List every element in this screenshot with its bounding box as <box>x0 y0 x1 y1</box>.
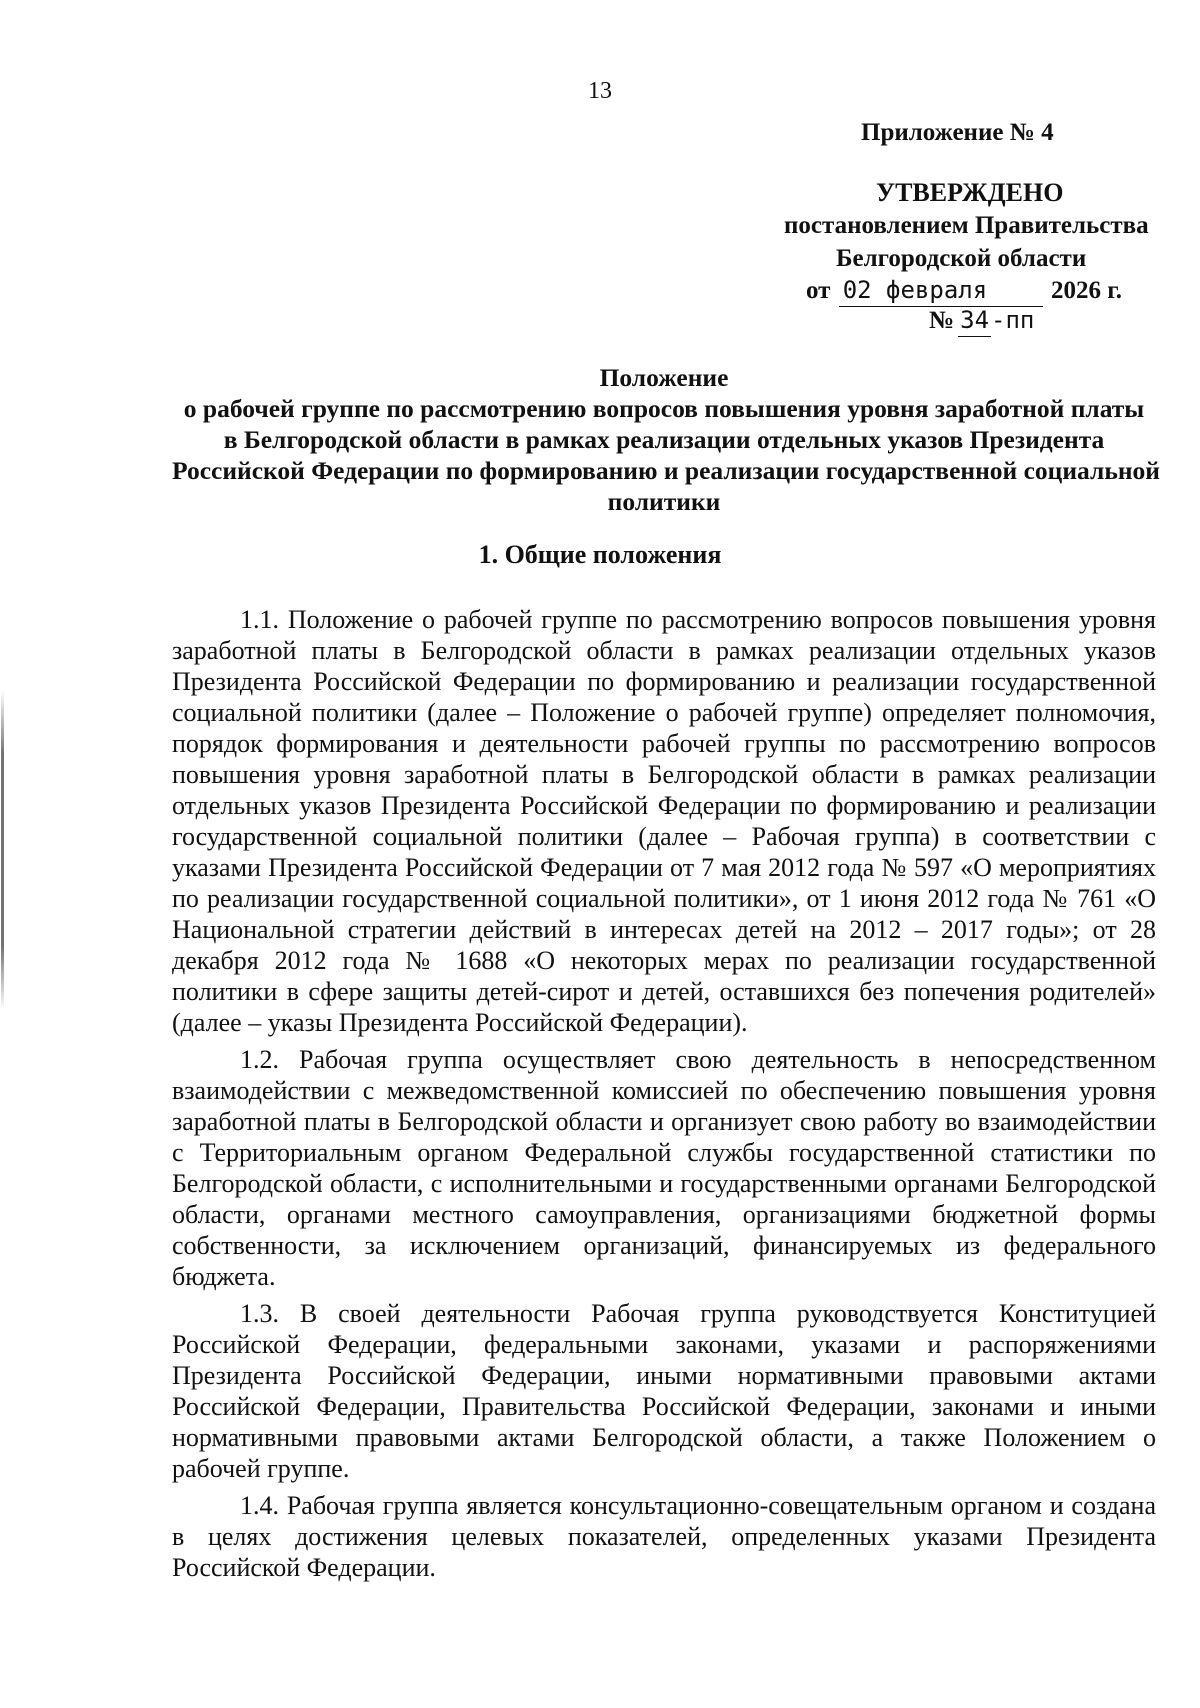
approval-date-line <box>806 274 1122 307</box>
paragraph-1-3: 1.3. В своей деятельности Рабочая группа руководствуется Конституцией Российской Федерации, федеральными законами, указами и распоряжениями Президента Российской Федерации, иными нормативными правовыми актами Российской Федерации, Правительства Российской Федерации, законами и иными нормативными правовыми актами Белгородской области, а также Положением о рабочей группе. <box>172 1299 1156 1483</box>
appendix-label: Приложение № 4 <box>861 119 1054 146</box>
number-suffix: -пп <box>991 306 1035 334</box>
resolution-label: постановлением Правительства <box>784 212 1149 239</box>
section-heading: 1. Общие положения <box>478 540 722 569</box>
title-line-5: политики <box>607 487 721 516</box>
page-number: 13 <box>588 78 612 104</box>
title-line-3: в Белгородской области в рамках реализации отдельных указов Президента <box>223 425 1105 454</box>
title-line-4: Российской Федерации по формированию и реализации государственной социальной <box>172 456 1160 485</box>
scan-edge-shadow <box>1 690 4 1010</box>
title-line-2: о рабочей группе по рассмотрению вопросов повышения уровня заработной платы <box>183 394 1145 423</box>
approval-number-line <box>929 304 1034 337</box>
body-text <box>172 604 1156 1589</box>
paragraph-1-4: 1.4. Рабочая группа является консультационно-совещательным органом и создана в целях достижения целевых показателей, определенных указами Президента Российской Федерации. <box>172 1491 1156 1582</box>
number-value: 34 <box>958 304 991 337</box>
date-value: 02 февраля <box>839 274 1043 307</box>
number-prefix: № <box>929 307 955 334</box>
date-prefix: от <box>806 277 831 304</box>
approved-stamp-heading: УТВЕРЖДЕНО <box>876 178 1064 207</box>
region-label: Белгородской области <box>836 245 1087 272</box>
date-year: 2026 г. <box>1050 277 1122 304</box>
document-title <box>172 362 1160 517</box>
title-line-1: Положение <box>599 363 729 392</box>
paragraph-1-2: 1.2. Рабочая группа осуществляет свою деятельность в непосредственном взаимодействии с межведомственной комиссией по обеспечению повышения уровня заработной платы в Белгородской области и организует свою работу во взаимодействии с Территориальным органом Федеральной службы государственной статистики по Белгородской области, с исполнительными и государственными органами Белгородской области, органами местного самоуправления, организациями бюджетной формы собственности, за исключением организаций, финансируемых из федерального бюджета. <box>172 1045 1156 1291</box>
paragraph-1-1: 1.1. Положение о рабочей группе по рассмотрению вопросов повышения уровня заработной платы в Белгородской области в рамках реализации отдельных указов Президента Российской Федерации по формированию и реализации государственной социальной политики (далее – Положение о рабочей группе) определяет полномочия, порядок формирования и деятельности рабочей группы по рассмотрению вопросов повышения уровня заработной платы в Белгородской области в рамках реализации отдельных указов Президента Российской Федерации по формированию и реализации государственной социальной политики (далее – Рабочая группа) в соответствии с указами Президента Российской Федерации от 7 мая 2012 года № 597 «О мероприятиях по реализации государственной социальной политики», от 1 июня 2012 года № 761 «О Национальной стратегии действий в интересах детей на 2012 – 2017 годы»; от 28 декабря 2012 года № 1688 «О некоторых мерах по реализации государственной политики в сфере защиты детей-сирот и детей, оставшихся без попечения родителей» (далее – указы Президента Российской Федерации). <box>172 605 1156 1037</box>
